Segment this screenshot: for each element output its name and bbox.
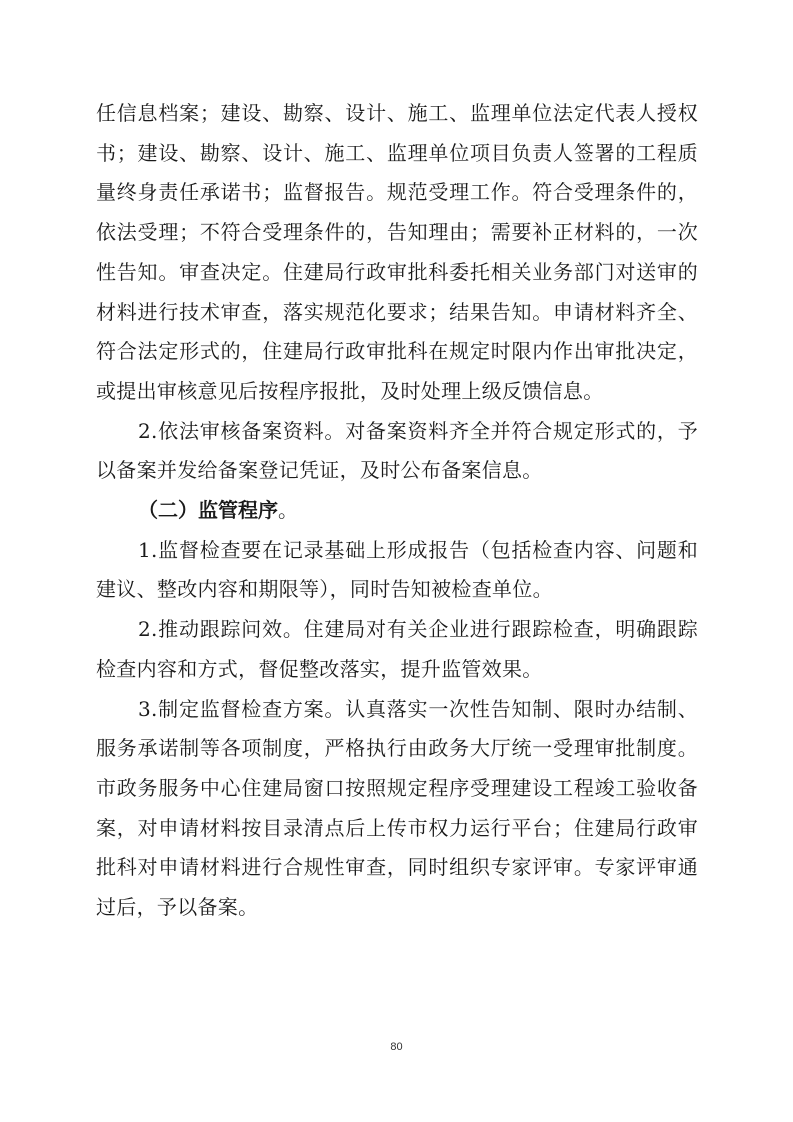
page-number: 80 (390, 1041, 403, 1053)
paragraph-inspection-report: 1.监督检查要在记录基础上形成报告（包括检查内容、问题和建议、整改内容和期限等），同时告知被检查单位。 (96, 537, 698, 602)
section-heading (96, 491, 698, 531)
paragraph-follow-up: 2.推动跟踪问效。住建局对有关企业进行跟踪检查，明确跟踪检查内容和方式，督促整改落实，提升监管效果。 (96, 617, 698, 681)
paragraph-inspection-plan: 3.制定监督检查方案。认真落实一次性告知制、限时办结制、服务承诺制等各项制度，严格执行由政务大厅统一受理审批制度。市政务服务中心住建局窗口按照规定程序受理建设工程竣工验收备案，对申请材料按目录清点后上传市权力运行平台；住建局行政审批科对申请材料进行合规性审查，同时组织专家评审。专家评审通过后，予以备案。 (96, 696, 698, 920)
section-heading-punct: 。 (278, 498, 298, 523)
document-body (96, 94, 698, 928)
paragraph-filing-review: 2.依法审核备案资料。对备案资料齐全并符合规定形式的，予以备案并发给备案登记凭证，及时公布备案信息。 (96, 418, 698, 483)
paragraph-continued: 任信息档案；建设、勘察、设计、施工、监理单位法定代表人授权书；建设、勘察、设计、施工、监理单位项目负责人签署的工程质量终身责任承诺书；监督报告。规范受理工作。符合受理条件的，依法受理；不符合受理条件的，告知理由；需要补正材料的，一次性告知。审查决定。住建局行政审批科委托相关业务部门对送审的材料进行技术审查，落实规范化要求；结果告知。申请材料齐全、符合法定形式的，住建局行政审批科在规定时限内作出审批决定，或提出审核意见后按程序报批，及时处理上级反馈信息。 (96, 101, 698, 403)
section-heading-text: （二）监管程序 (138, 498, 278, 523)
